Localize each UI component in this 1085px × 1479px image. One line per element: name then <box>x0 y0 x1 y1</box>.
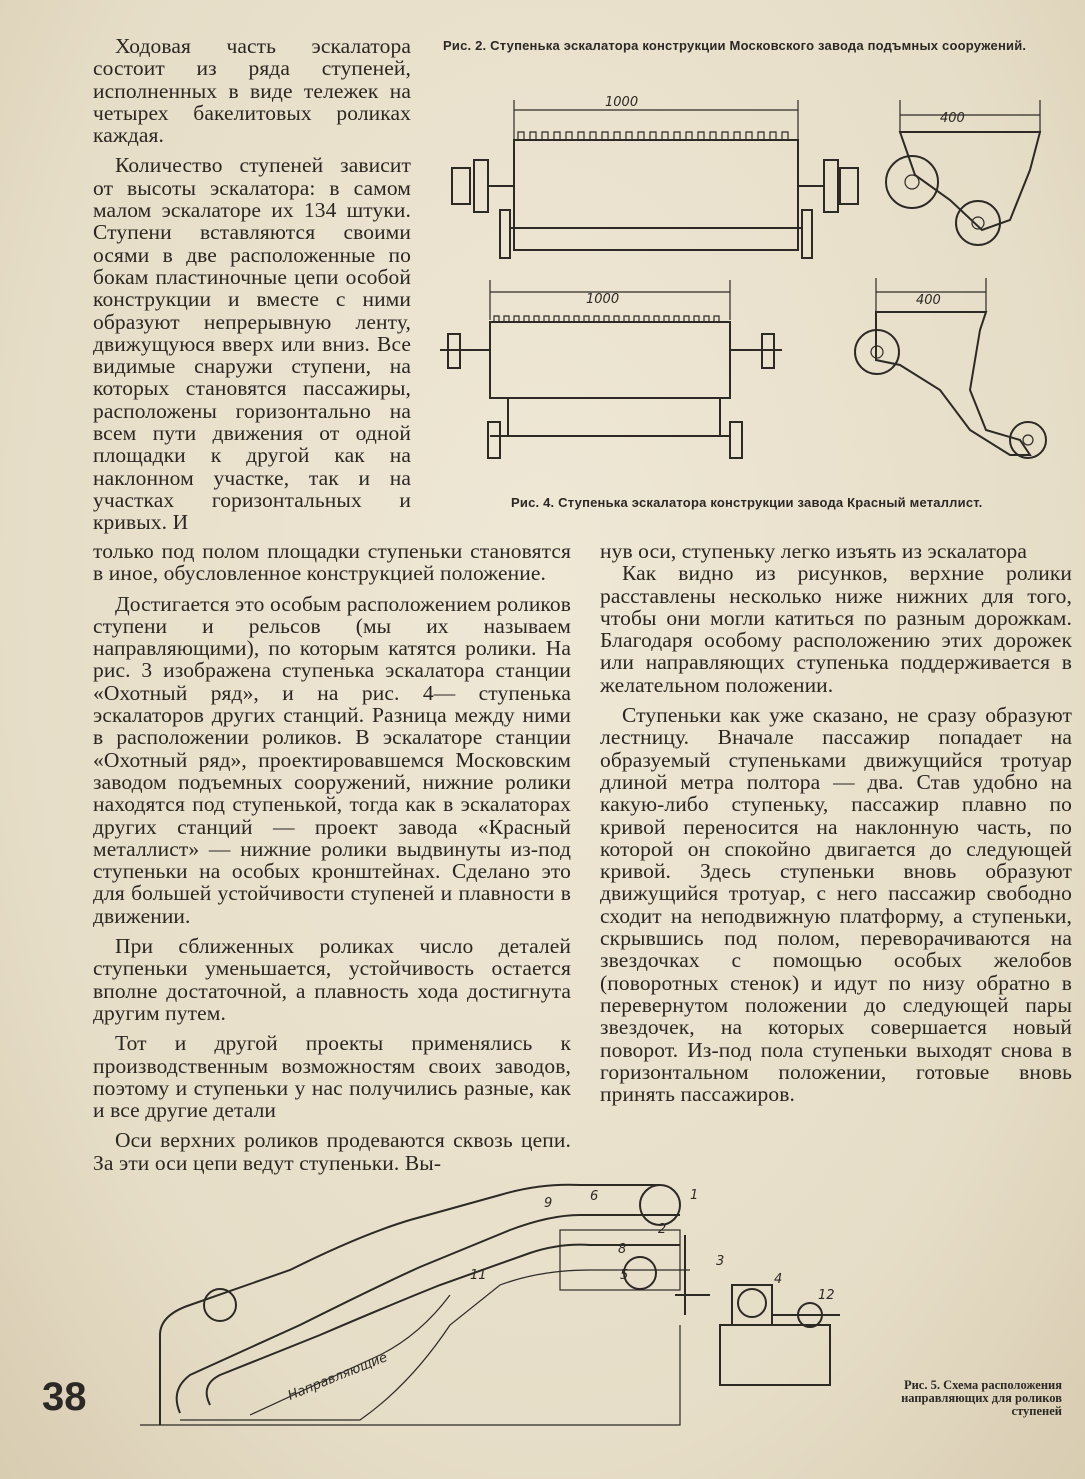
paragraph: Достигается это особым расположением роликов ступени и рельсов (мы их называем направляющими), по которым катятся ролики. На рис. 3 изображена ступенька эскалатора станции «Охотный ряд», и на рис. 4— ступенька эскалаторов других станций. Разница между ними в расположении роликов. В эскалаторе станции «Охотный ряд», проектировавшемся Московским заводом подъемных сооружений, нижние ролики находятся под ступенькой, тогда как в эскалаторах других станций — проект завода «Красный металлист» — нижние ролики выдвинуты из-под ступеньки на особых кронштейнах. Сделано это для большей устойчивости ступеней и плавности в движении. <box>93 591 571 928</box>
callout-12: 12 <box>818 1288 835 1303</box>
paragraph: Ходовая часть эскалатора состоит из ряда ступеней, исполненных в виде тележек на четырех бакелитовых роликах каждая. <box>93 34 411 148</box>
figure-5-caption: Рис. 5. Схема расположения направляющих для роликов ступеней <box>901 1378 1062 1418</box>
fig2-side-view <box>886 100 1040 245</box>
figure-5-guide-scheme <box>120 1175 860 1435</box>
dimension-1000-fig2: 1000 <box>605 95 639 110</box>
callout-9: 9 <box>544 1196 553 1211</box>
callout-4: 4 <box>774 1272 783 1287</box>
text-column-top-left <box>93 35 411 534</box>
paragraph: Ступеньки как уже сказано, не сразу образуют лестницу. Вначале пассажир попадает на образуемый ступеньками движущийся тротуар длиной метра полтора — два. Став удобно на какую-либо ступеньку, пассажир плавно по кривой переносится на наклонную часть, по которой он спокойно двигается до следующей кривой. Здесь ступеньки вновь образуют движущийся тротуар, с него пассажир свободно сходит на неподвижную платформу, а ступеньки, скрывшись под полом, переворачиваются на звездочках с помощью особых желобов (поворотных стенок) и идут по низу обратно в перевернутом положении до следующей пары звездочек, на которых совершается новый поворот. Из-под пола ступеньки выходят снова в горизонтальном положении, готовые вновь принять пассажиров. <box>600 703 1072 1107</box>
text-column-right <box>600 540 1072 1105</box>
callout-3: 3 <box>716 1254 725 1269</box>
page-number: 38 <box>42 1375 87 1419</box>
figure-4-caption: Рис. 4. Ступенька эскалатора конструкции завода Красный металлист. <box>511 495 983 510</box>
dimension-400-fig4: 400 <box>916 293 941 308</box>
callout-6: 6 <box>590 1189 599 1204</box>
text-column-left <box>93 540 571 1174</box>
paragraph: нув оси, ступеньку легко изъять из эскалатора <box>600 539 1028 563</box>
callout-8: 8 <box>618 1242 627 1257</box>
figure-2-caption: Рис. 2. Ступенька эскалатора конструкции Московского завода подъмных сооружений. <box>443 38 1027 53</box>
callout-2: 2 <box>658 1222 667 1237</box>
paragraph: Количество ступеней зависит от высоты эскалатора: в самом малом эскалаторе их 134 штуки. Ступени вставляются своими осями в две расположенные по бокам пластиночные цепи особой конструкции и вместе с ними образуют непрерывную ленту, движущуюся вверх или вниз. Все видимые снаружи ступени, на которых становятся пассажиры, расположены горизонтально на всем пути движения от одной площадки к другой как на наклонном участке, так и на участках горизонтальных и кривых. И <box>93 153 411 535</box>
paragraph: только под полом площадки ступеньки становятся в иное, обусловленное конструкцией положение. <box>93 539 571 586</box>
fig4-front-view <box>440 280 782 458</box>
fig2-front-view <box>452 95 858 258</box>
fig4-side-view <box>855 278 1046 458</box>
callout-1: 1 <box>690 1188 699 1203</box>
dimension-400-fig2: 400 <box>940 111 965 126</box>
paragraph: Как видно из рисунков, верхние ролики расставлены несколько ниже нижних для того, чтобы они могли катиться по разным дорожкам. Благодаря особому расположению этих дорожек или направляющих ступенька поддерживается в желательном положении. <box>600 561 1072 697</box>
figure-2-4-drawings <box>430 60 1080 490</box>
paragraph: При сближенных роликах число деталей ступеньки уменьшается, устойчивость остается вполне достаточной, а плавность хода достигнута другим путем. <box>93 934 571 1025</box>
callout-5: 5 <box>620 1268 629 1283</box>
guide-label: Направляющие <box>285 1350 390 1404</box>
callout-11: 11 <box>470 1268 487 1283</box>
paragraph: Тот и другой проекты применялись к производственным возможностям своих заводов, поэтому и ступеньки у нас получились разные, как и все другие детали <box>93 1031 571 1123</box>
paragraph: Оси верхних роликов продеваются сквозь цепи. За эти оси цепи ведут ступеньки. Вы- <box>93 1128 571 1175</box>
dimension-1000-fig4: 1000 <box>586 292 620 307</box>
